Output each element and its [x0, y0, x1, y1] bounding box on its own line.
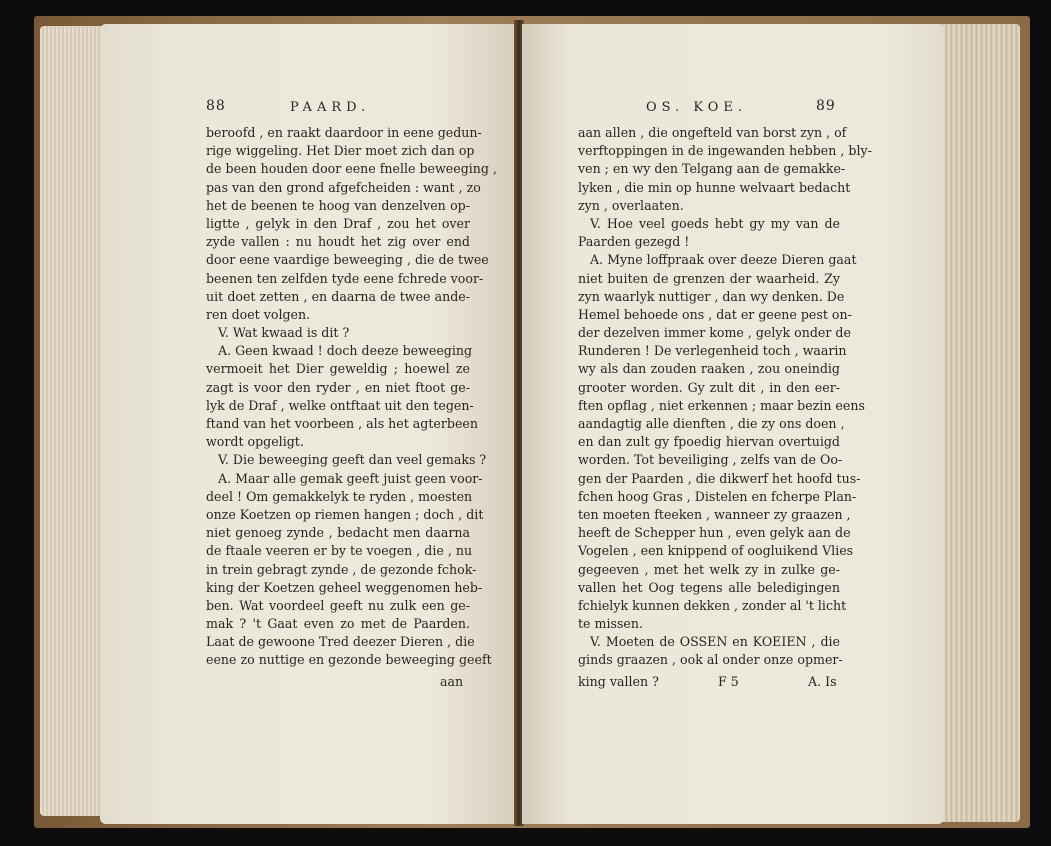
text-line: Laat de gewoone Tred deezer Dieren , die [206, 634, 475, 650]
text-line: king der Koetzen geheel weggenomen heb- [206, 579, 483, 595]
text-line: wy als dan zouden raaken , zou oneindig [578, 361, 840, 377]
text-line: door eene vaardige beweeging , die de twee [206, 252, 489, 268]
text-line: vermoeit het Dier geweldig ; hoewel ze [206, 361, 470, 377]
text-line: ven ; en wy den Telgang aan de gemakke- [578, 161, 846, 177]
text-line: Hemel behoede ons , dat er geene pest on- [578, 306, 852, 322]
text-line: worden. Tot beveiliging , zelfs van de Oo- [578, 452, 843, 468]
text-line: heeft de Schepper hun , even gelyk aan de [578, 525, 851, 541]
last-line: king vallen ? [578, 674, 659, 689]
text-line: uit doet zetten , en daarna de twee ande- [206, 288, 470, 304]
text-line: ten moeten fteeken , wanneer zy graazen , [578, 506, 851, 522]
text-line: fchielyk kunnen dekken , zonder al 't licht [578, 597, 847, 613]
text-line: V. Die beweeging geeft dan veel gemaks ? [218, 452, 487, 468]
text-line: mak ? 't Gaat even zo met de Paarden. [206, 616, 470, 632]
page-edges-right [938, 24, 1020, 822]
left-page [100, 24, 516, 824]
text-line: ften opflag , niet erkennen ; maar bezin eens [578, 397, 865, 413]
text-line: onze Koetzen op riemen hangen ; doch , dit [206, 506, 484, 522]
text-line: niet buiten de grenzen der waarheid. Zy [578, 270, 840, 286]
text-line: ginds graazen , ook al onder onze opmer- [578, 652, 843, 668]
text-line: grooter worden. Gy zult dit , in den eer- [578, 379, 840, 395]
text-line: het de beenen te hoog van denzelven op- [206, 197, 470, 213]
text-line: lyken , die min op hunne welvaart bedacht [578, 179, 851, 195]
text-line: de ftaale veeren er by te voegen , die , nu [206, 543, 473, 559]
page-number: 89 [816, 98, 836, 114]
text-line: beenen ten zelfden tyde eene fchrede voor- [206, 270, 484, 286]
text-line: V. Wat kwaad is dit ? [218, 325, 350, 341]
text-line: A. Maar alle gemak geeft juist geen voor- [218, 470, 483, 486]
catchword: aan [440, 674, 464, 689]
running-head: OS. KOE. [646, 100, 748, 115]
text-line: pas van den grond afgefcheiden : want , zo [206, 179, 481, 195]
page-edges-left [40, 26, 106, 816]
text-line: V. Moeten de OSSEN en KOEIEN , die [590, 634, 840, 650]
text-line: A. Myne loffpraak over deeze Dieren gaat [590, 252, 857, 268]
text-line: eene zo nuttige en gezonde beweeging geeft [206, 652, 492, 668]
text-line: verftoppingen in de ingewanden hebben , bly- [578, 143, 872, 159]
text-line: in trein gebragt zynde , de gezonde fchok- [206, 561, 477, 577]
text-line: zyn , overlaaten. [578, 197, 684, 213]
text-line: ligtte , gelyk in den Draf , zou het over [206, 215, 470, 231]
text-line: ftand van het voorbeen , als het agterbeen [206, 416, 478, 431]
page-number: 88 [206, 98, 226, 114]
text-line: de been houden door eene fnelle beweeging , [206, 161, 497, 177]
text-line: beroofd , en raakt daardoor in eene gedun- [206, 125, 482, 140]
running-head: PAARD. [290, 100, 371, 115]
text-line: Runderen ! De verlegenheid toch , waarin [578, 343, 847, 359]
text-line: zagt is voor den ryder , en niet ftoot ge- [206, 379, 470, 395]
text-line: der dezelven immer kome , gelyk onder de [578, 325, 851, 341]
text-block [578, 124, 872, 670]
text-line: rige wiggeling. Het Dier moet zich dan op [206, 143, 475, 159]
text-line: wordt opgeligt. [206, 434, 304, 450]
text-line: V. Hoe veel goeds hebt gy my van de [590, 215, 840, 231]
text-line: lyk de Draf , welke ontftaat uit den tegen- [206, 397, 474, 413]
text-line: gegeeven , met het welk zy in zulke ge- [578, 561, 840, 577]
text-line: Vogelen , een knippend of oogluikend Vlies [578, 543, 854, 559]
text-block [206, 124, 497, 670]
right-page [522, 24, 944, 824]
text-line: en dan zult gy fpoedig hiervan overtuigd [578, 434, 840, 450]
text-line: A. Geen kwaad ! doch deeze beweeging [218, 343, 473, 359]
text-line: aan allen , die ongefteld van borst zyn , of [578, 125, 847, 140]
text-line: vallen het Oog tegens alle beledigingen [578, 579, 840, 595]
text-line: ben. Wat voordeel geeft nu zulk een ge- [206, 597, 470, 613]
text-line: deel ! Om gemakkelyk te ryden , moesten [206, 488, 473, 504]
signature-mark: F 5 [718, 674, 739, 689]
text-line: zyde vallen : nu houdt het zig over end [206, 234, 470, 250]
catchword: A. Is [808, 674, 837, 689]
text-line: te missen. [578, 616, 643, 632]
text-line: fchen hoog Gras , Distelen en fcherpe Plan- [578, 488, 857, 504]
text-line: zyn waarlyk nuttiger , dan wy denken. De [578, 288, 845, 304]
text-line: aandagtig alle dienften , die zy ons doen , [578, 416, 845, 431]
text-line: gen der Paarden , die dikwerf het hoofd tus- [578, 470, 861, 486]
text-line: niet genoeg zynde , bedacht men daarna [206, 525, 470, 541]
text-line: ren doet volgen. [206, 306, 311, 322]
text-line: Paarden gezegd ! [578, 234, 690, 250]
